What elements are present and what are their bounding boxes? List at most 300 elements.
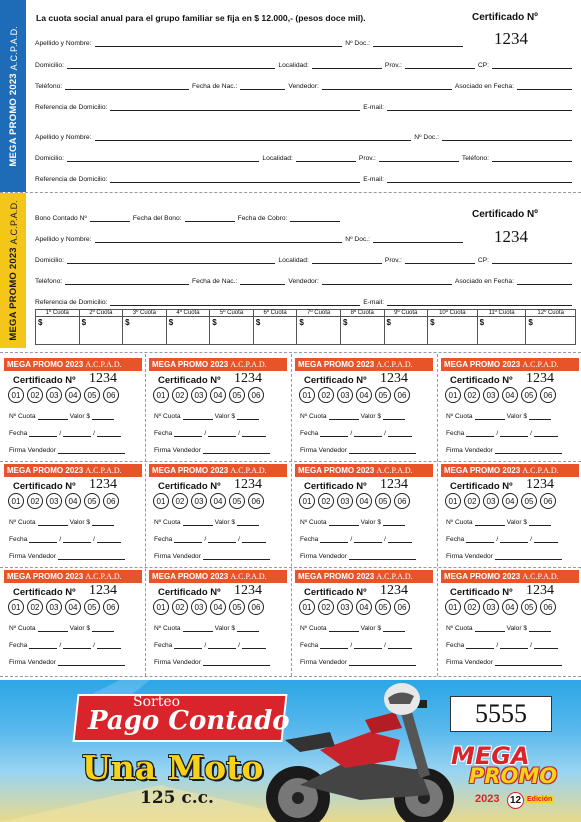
number-circles (445, 387, 556, 403)
seller-field[interactable] (322, 83, 452, 90)
coupon (437, 356, 581, 462)
reference-field-2[interactable] (110, 176, 360, 183)
row-bono-reference: Referencia de Domicilio: E-mail: (35, 296, 575, 306)
number-circle[interactable]: 01 (153, 599, 169, 615)
number-circle[interactable]: 02 (464, 599, 480, 615)
joined-date-field[interactable] (517, 83, 572, 90)
cut-line-vertical (291, 354, 292, 676)
cuota-field[interactable] (475, 626, 505, 632)
number-circle[interactable]: 02 (27, 599, 43, 615)
number-circle[interactable]: 02 (27, 387, 43, 403)
signature-field[interactable] (495, 448, 562, 454)
number-circle[interactable]: 04 (502, 493, 518, 509)
number-circle[interactable]: 01 (8, 493, 24, 509)
number-circle[interactable]: 04 (210, 599, 226, 615)
bono-province-field[interactable] (405, 257, 475, 264)
coupon-header (441, 358, 579, 371)
coupon-header (4, 358, 142, 371)
signature-field[interactable] (58, 448, 125, 454)
row-address: Domicilio: Localidad: Prov.: CP: (35, 59, 575, 69)
number-circle[interactable]: 01 (8, 599, 24, 615)
collect-date-field[interactable] (290, 215, 340, 222)
coupon-date-line: Fecha / / (446, 642, 560, 649)
day-field[interactable] (466, 537, 494, 543)
coupon-signature-line: Firma Vendedor (300, 553, 418, 560)
number-circle[interactable]: 05 (375, 599, 391, 615)
coupon-signature-line: Firma Vendedor (300, 659, 418, 666)
coupon-org: A.C.P.A.D. (522, 572, 559, 581)
valor-field[interactable] (237, 520, 259, 526)
number-circle[interactable]: 03 (337, 599, 353, 615)
coupon-header (295, 464, 433, 477)
number-circle[interactable]: 01 (299, 387, 315, 403)
year-field[interactable] (242, 431, 266, 437)
day-field[interactable] (320, 431, 348, 437)
coupon-brand: MEGA PROMO 2023 (444, 360, 521, 369)
number-circle[interactable]: 05 (375, 493, 391, 509)
installment-amount[interactable]: $ (210, 317, 254, 345)
day-field[interactable] (29, 431, 57, 437)
number-circle[interactable]: 04 (65, 599, 81, 615)
coupon-org: A.C.P.A.D. (85, 572, 122, 581)
row-bono: Bono Contado Nº Fecha del Bono: Fecha de Cobro: (35, 212, 466, 222)
year-field[interactable] (242, 537, 266, 543)
number-circle[interactable]: 06 (394, 493, 410, 509)
row-bono-address: Domicilio: Localidad: Prov.: CP: (35, 254, 575, 264)
cuota-field[interactable] (38, 414, 68, 420)
coupon-date-line: Fecha / / (300, 642, 414, 649)
bono-number-field[interactable] (90, 215, 130, 222)
coupon-certificate-label: Certificado Nº (304, 587, 367, 598)
installment-amount[interactable]: $ (340, 317, 384, 345)
birthdate-field[interactable] (240, 83, 285, 90)
coupon-signature-line: Firma Vendedor (300, 447, 418, 454)
address-field[interactable] (67, 62, 275, 69)
day-field[interactable] (29, 537, 57, 543)
number-circle[interactable]: 01 (445, 599, 461, 615)
coupon-signature-line: Firma Vendedor (154, 659, 272, 666)
coupon-cuota-line: Nº Cuota Valor $ (300, 625, 407, 632)
number-circles (299, 387, 410, 403)
coupon-org: A.C.P.A.D. (376, 466, 413, 475)
number-circle[interactable]: 04 (502, 599, 518, 615)
number-circle[interactable]: 06 (540, 599, 556, 615)
number-circle[interactable]: 06 (248, 493, 264, 509)
cut-line-horizontal (0, 461, 581, 462)
coupon-signature-line: Firma Vendedor (9, 553, 127, 560)
sidebar-brand: MEGA PROMO 2023 (7, 72, 19, 167)
installment-amount[interactable]: $ (477, 317, 526, 345)
number-circle[interactable]: 06 (540, 493, 556, 509)
row-bono-name: Apellido y Nombre: Nº Doc.: (35, 233, 466, 243)
year-field[interactable] (388, 537, 412, 543)
number-circle[interactable]: 02 (318, 493, 334, 509)
day-field[interactable] (320, 537, 348, 543)
number-circle[interactable]: 03 (483, 599, 499, 615)
signature-field[interactable] (495, 660, 562, 666)
city-field-2[interactable] (296, 155, 356, 162)
number-circle[interactable]: 03 (337, 493, 353, 509)
coupon-cuota-line: Nº Cuota Valor $ (446, 519, 553, 526)
cuota-field[interactable] (329, 414, 359, 420)
installment-header: 3º Cuota (123, 310, 167, 317)
number-circle[interactable]: 03 (46, 599, 62, 615)
number-circle[interactable]: 06 (248, 387, 264, 403)
installment-amount[interactable]: $ (166, 317, 210, 345)
cuota-field[interactable] (183, 414, 213, 420)
signature-field[interactable] (349, 554, 416, 560)
cuota-field[interactable] (38, 520, 68, 526)
number-circle[interactable]: 05 (84, 493, 100, 509)
coupon-brand: MEGA PROMO 2023 (152, 466, 229, 475)
number-circles (8, 493, 119, 509)
coupon-header (295, 570, 433, 583)
number-circle[interactable]: 06 (103, 493, 119, 509)
year-field[interactable] (242, 643, 266, 649)
coupon-signature-line: Firma Vendedor (9, 447, 127, 454)
coupon-certificate-number: 1234 (234, 371, 262, 386)
logo-year: 2023 (475, 793, 500, 805)
month-field[interactable] (63, 537, 91, 543)
day-field[interactable] (320, 643, 348, 649)
number-circle[interactable]: 04 (356, 599, 372, 615)
coupon-certificate-number: 1234 (89, 477, 117, 492)
day-field[interactable] (466, 431, 494, 437)
coupon-org: A.C.P.A.D. (230, 572, 267, 581)
number-circle[interactable]: 05 (521, 387, 537, 403)
year-field[interactable] (388, 431, 412, 437)
number-circle[interactable]: 01 (153, 387, 169, 403)
number-circle[interactable]: 04 (356, 387, 372, 403)
coupon-header (149, 464, 287, 477)
cuota-field[interactable] (183, 626, 213, 632)
number-circle[interactable]: 05 (229, 493, 245, 509)
valor-field[interactable] (529, 520, 551, 526)
coupon-header (441, 464, 579, 477)
number-circle[interactable]: 03 (46, 387, 62, 403)
year-field[interactable] (534, 643, 558, 649)
number-circles (8, 599, 119, 615)
coupon-date-line: Fecha / / (300, 536, 414, 543)
coupon-certificate-label: Certificado Nº (450, 481, 513, 492)
coupon-certificate-label: Certificado Nº (13, 481, 76, 492)
promo-banner (0, 680, 581, 822)
doc-field[interactable] (373, 40, 463, 47)
number-circle[interactable]: 06 (394, 599, 410, 615)
coupon-date-line: Fecha / / (9, 430, 123, 437)
coupon-org: A.C.P.A.D. (522, 360, 559, 369)
coupon-cuota-line: Nº Cuota Valor $ (9, 519, 116, 526)
coupon-org: A.C.P.A.D. (85, 466, 122, 475)
valor-field[interactable] (529, 414, 551, 420)
coupon-brand: MEGA PROMO 2023 (7, 360, 84, 369)
row-name: Apellido y Nombre: Nº Doc.: (35, 37, 466, 47)
year-field[interactable] (534, 431, 558, 437)
month-field[interactable] (63, 431, 91, 437)
installment-header: 4º Cuota (166, 310, 210, 317)
email-field[interactable] (387, 104, 572, 111)
number-circle[interactable]: 06 (394, 387, 410, 403)
valor-field[interactable] (237, 626, 259, 632)
number-circle[interactable]: 02 (318, 599, 334, 615)
number-circle[interactable]: 06 (248, 599, 264, 615)
number-circle[interactable]: 05 (84, 599, 100, 615)
bono-seller-field[interactable] (322, 278, 452, 285)
coupon-certificate-number: 1234 (380, 371, 408, 386)
coupon-cuota-line: Nº Cuota Valor $ (9, 413, 116, 420)
email-field-2[interactable] (387, 176, 572, 183)
installment-amount[interactable]: $ (36, 317, 80, 345)
cuota-field[interactable] (329, 626, 359, 632)
number-circle[interactable]: 02 (172, 493, 188, 509)
valor-field[interactable] (383, 520, 405, 526)
number-circle[interactable]: 02 (27, 493, 43, 509)
number-circle[interactable]: 04 (210, 493, 226, 509)
doc-field-2[interactable] (442, 134, 572, 141)
coupon-certificate-number: 1234 (234, 477, 262, 492)
number-circle[interactable]: 03 (483, 493, 499, 509)
coupon-brand: MEGA PROMO 2023 (298, 572, 375, 581)
bono-email-field[interactable] (387, 299, 572, 306)
name-field[interactable] (95, 40, 343, 47)
cp-field[interactable] (492, 62, 572, 69)
number-circles (445, 493, 556, 509)
coupon-date-line: Fecha / / (9, 642, 123, 649)
name-field-2[interactable] (95, 134, 412, 141)
coupon-date-line: Fecha / / (154, 642, 268, 649)
reference-field[interactable] (110, 104, 360, 111)
coupon-date-line: Fecha / / (446, 430, 560, 437)
bono-date-field[interactable] (185, 215, 235, 222)
installment-header: 7º Cuota (297, 310, 341, 317)
coupon-certificate-label: Certificado Nº (158, 481, 221, 492)
bono-cp-field[interactable] (492, 257, 572, 264)
installment-amount[interactable]: $ (297, 317, 341, 345)
province-field-2[interactable] (379, 155, 459, 162)
month-field[interactable] (208, 537, 236, 543)
coupon-date-line: Fecha / / (154, 430, 268, 437)
month-field[interactable] (354, 537, 382, 543)
number-circle[interactable]: 06 (103, 387, 119, 403)
coupon-certificate-label: Certificado Nº (450, 587, 513, 598)
coupon (291, 568, 436, 674)
coupon (0, 568, 145, 674)
coupon-certificate-label: Certificado Nº (158, 375, 221, 386)
logo-edition: Edición (527, 796, 553, 803)
bono-phone-field[interactable] (65, 278, 189, 285)
number-circle[interactable]: 04 (65, 493, 81, 509)
coupon-certificate-label: Certificado Nº (304, 375, 367, 386)
signature-field[interactable] (203, 448, 270, 454)
cut-line-vertical (437, 354, 438, 676)
coupon-org: A.C.P.A.D. (376, 360, 413, 369)
number-circle[interactable]: 05 (229, 599, 245, 615)
coupon (437, 462, 581, 568)
province-field[interactable] (405, 62, 475, 69)
day-field[interactable] (174, 643, 202, 649)
number-circle[interactable]: 05 (375, 387, 391, 403)
number-circle[interactable]: 06 (540, 387, 556, 403)
coupon-brand: MEGA PROMO 2023 (444, 466, 521, 475)
year-field[interactable] (97, 431, 121, 437)
coupon-brand: MEGA PROMO 2023 (152, 360, 229, 369)
coupon-signature-line: Firma Vendedor (9, 659, 127, 666)
installment-amount[interactable]: $ (384, 317, 428, 345)
number-circle[interactable]: 02 (464, 493, 480, 509)
bono-name-field[interactable] (95, 236, 343, 243)
number-circles (299, 599, 410, 615)
coupon-certificate-number: 1234 (380, 583, 408, 598)
coupon-certificate-number: 1234 (89, 371, 117, 386)
cuota-field[interactable] (329, 520, 359, 526)
bono-reference-field[interactable] (110, 299, 360, 306)
row-name-2: Apellido y Nombre: Nº Doc.: (35, 131, 575, 141)
certificate-number: 1234 (494, 29, 528, 48)
installment-header: 1º Cuota (36, 310, 80, 317)
day-field[interactable] (29, 643, 57, 649)
number-circle[interactable]: 01 (299, 599, 315, 615)
signature-field[interactable] (495, 554, 562, 560)
month-field[interactable] (500, 431, 528, 437)
mega-promo-logo (445, 742, 569, 817)
month-field[interactable] (500, 643, 528, 649)
year-field[interactable] (97, 537, 121, 543)
month-field[interactable] (500, 537, 528, 543)
month-field[interactable] (354, 643, 382, 649)
coupon-certificate-number: 1234 (526, 477, 554, 492)
signature-field[interactable] (203, 554, 270, 560)
cc-text: 125 c.c. (140, 788, 214, 808)
installment-header: 5º Cuota (210, 310, 254, 317)
bono-address-field[interactable] (67, 257, 275, 264)
sidebar-org: A.C.P.A.D. (8, 25, 19, 71)
number-circle[interactable]: 01 (8, 387, 24, 403)
number-circle[interactable]: 01 (299, 493, 315, 509)
coupon-cuota-line: Nº Cuota Valor $ (154, 413, 261, 420)
year-field[interactable] (534, 537, 558, 543)
number-circle[interactable]: 03 (337, 387, 353, 403)
coupon-header (4, 464, 142, 477)
signature-field[interactable] (58, 554, 125, 560)
logo-edition-number: 12 (509, 795, 522, 806)
coupon-certificate-label: Certificado Nº (158, 587, 221, 598)
coupon-brand: MEGA PROMO 2023 (444, 572, 521, 581)
phone-field-2[interactable] (492, 155, 572, 162)
number-circle[interactable]: 05 (521, 493, 537, 509)
row-reference-2: Referencia de Domicilio: E-mail: (35, 173, 575, 183)
cuota-field[interactable] (475, 414, 505, 420)
number-circle[interactable]: 06 (103, 599, 119, 615)
number-circles (153, 493, 264, 509)
bono-city-field[interactable] (312, 257, 382, 264)
phone-field[interactable] (65, 83, 189, 90)
number-circle[interactable]: 02 (464, 387, 480, 403)
bono-joined-date-field[interactable] (517, 278, 572, 285)
installment-amount[interactable]: $ (526, 317, 576, 345)
valor-field[interactable] (92, 520, 114, 526)
number-circle[interactable]: 04 (65, 387, 81, 403)
cut-line-2 (0, 352, 581, 353)
day-field[interactable] (466, 643, 494, 649)
coupon-certificate-number: 1234 (234, 583, 262, 598)
number-circle[interactable]: 05 (521, 599, 537, 615)
number-circle[interactable]: 01 (445, 387, 461, 403)
coupon-certificate-label: Certificado Nº (304, 481, 367, 492)
number-circle[interactable]: 03 (191, 599, 207, 615)
coupon-cuota-line: Nº Cuota Valor $ (154, 625, 261, 632)
valor-field[interactable] (92, 414, 114, 420)
number-circles (299, 493, 410, 509)
number-circle[interactable]: 04 (356, 493, 372, 509)
coupon-certificate-number: 1234 (380, 477, 408, 492)
month-field[interactable] (208, 643, 236, 649)
signature-field[interactable] (349, 448, 416, 454)
bono-doc-field[interactable] (373, 236, 463, 243)
ticket-number: 5555 (475, 699, 527, 728)
day-field[interactable] (174, 431, 202, 437)
number-circle[interactable]: 03 (46, 493, 62, 509)
bono-certificate-label: Certificado Nº (472, 209, 538, 220)
number-circle[interactable]: 02 (172, 387, 188, 403)
address-field-2[interactable] (67, 155, 259, 162)
number-circle[interactable]: 04 (210, 387, 226, 403)
number-circle[interactable]: 03 (483, 387, 499, 403)
coupon-org: A.C.P.A.D. (230, 466, 267, 475)
valor-field[interactable] (237, 414, 259, 420)
cuota-field[interactable] (475, 520, 505, 526)
row-reference: Referencia de Domicilio: E-mail: (35, 101, 575, 111)
installment-amount[interactable]: $ (79, 317, 123, 345)
number-circle[interactable]: 01 (445, 493, 461, 509)
signature-field[interactable] (58, 660, 125, 666)
day-field[interactable] (174, 537, 202, 543)
edition-badge (507, 792, 524, 809)
cuota-field[interactable] (183, 520, 213, 526)
cuota-field[interactable] (38, 626, 68, 632)
number-circle[interactable]: 01 (153, 493, 169, 509)
sorteo-text: Sorteo (133, 694, 181, 710)
number-circles (153, 387, 264, 403)
month-field[interactable] (354, 431, 382, 437)
installment-amount[interactable]: $ (253, 317, 297, 345)
number-circle[interactable]: 03 (191, 493, 207, 509)
signature-field[interactable] (349, 660, 416, 666)
city-field[interactable] (312, 62, 382, 69)
logo-mega: MEGA (451, 742, 530, 770)
bono-birthdate-field[interactable] (240, 278, 285, 285)
month-field[interactable] (63, 643, 91, 649)
installment-amount[interactable]: $ (123, 317, 167, 345)
number-circle[interactable]: 05 (84, 387, 100, 403)
number-circle[interactable]: 02 (318, 387, 334, 403)
coupon (145, 568, 290, 674)
valor-field[interactable] (383, 414, 405, 420)
year-field[interactable] (388, 643, 412, 649)
number-circle[interactable]: 05 (229, 387, 245, 403)
installment-amount[interactable]: $ (428, 317, 478, 345)
number-circle[interactable]: 02 (172, 599, 188, 615)
number-circle[interactable]: 04 (502, 387, 518, 403)
coupon-certificate-number: 1234 (526, 583, 554, 598)
year-field[interactable] (97, 643, 121, 649)
valor-field[interactable] (529, 626, 551, 632)
coupon-certificate-number: 1234 (89, 583, 117, 598)
number-circle[interactable]: 03 (191, 387, 207, 403)
signature-field[interactable] (203, 660, 270, 666)
valor-field[interactable] (92, 626, 114, 632)
valor-field[interactable] (383, 626, 405, 632)
month-field[interactable] (208, 431, 236, 437)
